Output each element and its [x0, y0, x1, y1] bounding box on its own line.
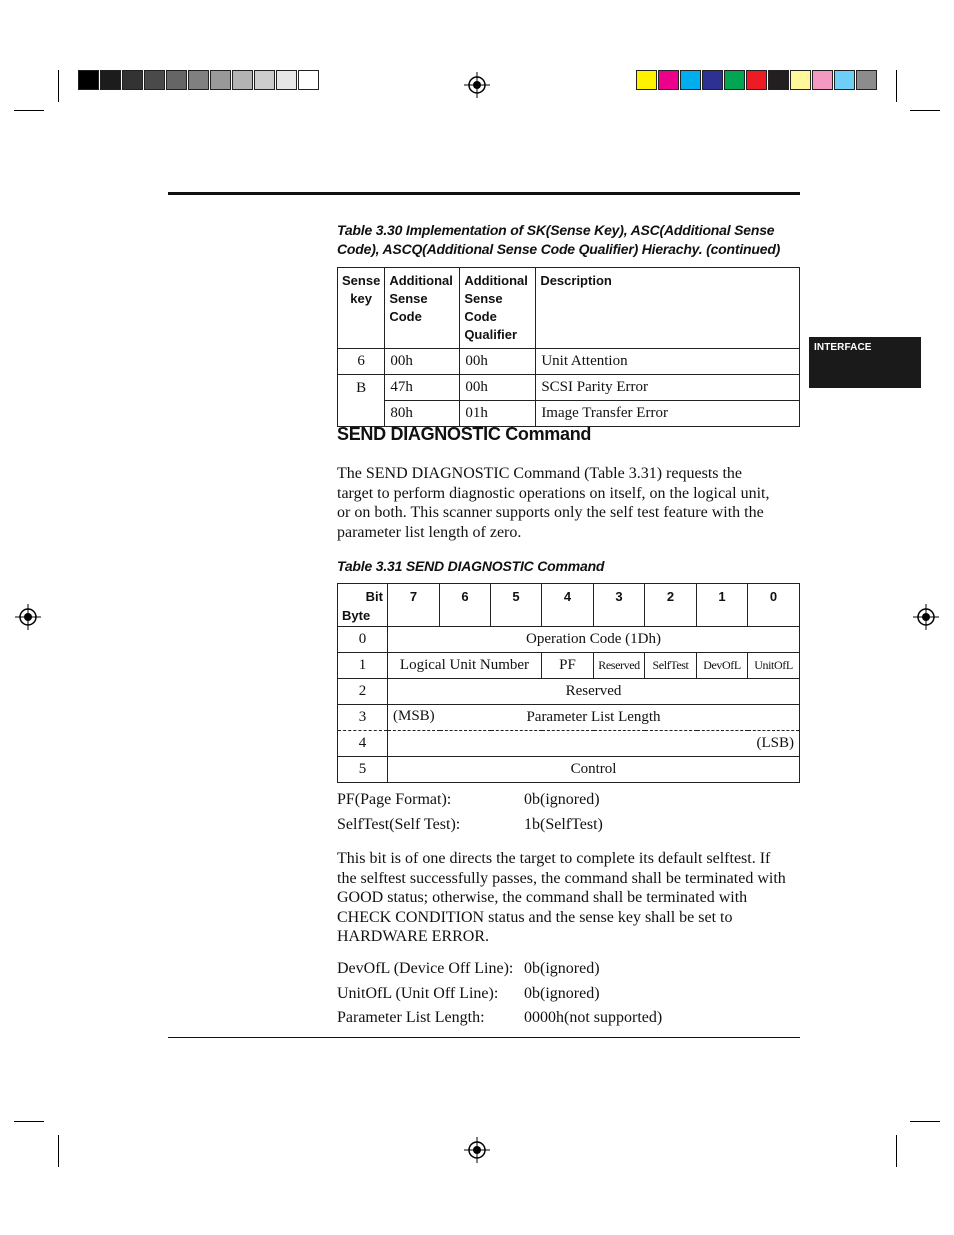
table-row: B 47h 00h SCSI Parity Error — [338, 375, 800, 401]
color-swatch — [122, 70, 143, 90]
color-swatch — [144, 70, 165, 90]
table-row: 2 Reserved — [338, 679, 800, 705]
color-swatch — [834, 70, 855, 90]
color-swatch — [636, 70, 657, 90]
table-row: 5 Control — [338, 757, 800, 783]
table-331: Bit Byte 7 6 5 4 3 2 1 0 0 Operation Code (1Dh) 1 Logical Unit Number PF Reserved SelfTest DevOfL UnitOfL 2 Reserved 3 (MSB) Parameter List Length 4 (LSB) 5 Control — [337, 583, 800, 783]
header-ascq: Additional Sense Code Qualifier — [460, 268, 536, 349]
bit-byte-header: Bit Byte — [338, 584, 388, 627]
crop-mark — [14, 110, 44, 111]
footer-rule — [168, 1037, 800, 1038]
field-list: DevOfL (Device Off Line): 0b(ignored) UnitOfL (Unit Off Line): 0b(ignored) Parameter List Length: 0000h(not supported) — [337, 960, 663, 1026]
registration-mark-icon — [913, 604, 939, 630]
intro-paragraph: The SEND DIAGNOSTIC Command (Table 3.31) requests the target to perform diagnostic operations on itself, on the logical unit, or on both. This scanner supports only the self test feature with the parameter list length of zero. — [337, 465, 770, 541]
field-list: PF(Page Format): 0b(ignored) SelfTest(Self Test): 1b(SelfTest) — [337, 791, 603, 833]
color-swatch — [680, 70, 701, 90]
color-swatch — [100, 70, 121, 90]
color-swatch — [276, 70, 297, 90]
registration-mark-icon — [464, 1137, 490, 1163]
color-swatch — [166, 70, 187, 90]
gray-color-bar — [78, 70, 320, 90]
color-swatch — [702, 70, 723, 90]
registration-mark-icon — [464, 72, 490, 98]
table-row: 4 (LSB) — [338, 731, 800, 757]
color-swatch — [790, 70, 811, 90]
color-swatch — [746, 70, 767, 90]
crop-mark — [14, 1121, 44, 1122]
table-row: 3 (MSB) Parameter List Length — [338, 705, 800, 731]
color-swatch — [298, 70, 319, 90]
registration-mark-icon — [15, 604, 41, 630]
table-330-caption: Table 3.30 Implementation of SK(Sense Key), ASC(Additional Sense Code), ASCQ(Additional Sense Code Qualifier) Hierachy. (continued) — [337, 222, 781, 257]
section-heading: SEND DIAGNOSTIC Command — [337, 424, 592, 444]
header-asc: Additional Sense Code — [385, 268, 460, 349]
crop-mark — [58, 1135, 59, 1167]
side-tab — [809, 337, 921, 388]
color-swatch — [856, 70, 877, 90]
table-row: 80h 01h Image Transfer Error — [338, 401, 800, 427]
table-330 — [337, 267, 800, 427]
color-swatch — [812, 70, 833, 90]
color-swatch — [658, 70, 679, 90]
header-sense-key: Sense key — [338, 268, 385, 349]
crop-mark — [910, 1121, 940, 1122]
color-swatch — [254, 70, 275, 90]
header-description: Description — [536, 268, 800, 349]
color-swatch — [232, 70, 253, 90]
selftest-paragraph: This bit is of one directs the target to complete its default selftest. If the selftest successfully passes, the command shall be terminated with GOOD status; otherwise, the command shall be terminated with CHECK CONDITION status and the sense key shall be set to HARDWARE ERROR. — [337, 850, 786, 946]
color-swatch — [724, 70, 745, 90]
table-331-caption: Table 3.31 SEND DIAGNOSTIC Command — [337, 558, 605, 574]
color-swatch — [768, 70, 789, 90]
table-row: 0 Operation Code (1Dh) — [338, 627, 800, 653]
crop-mark — [896, 1135, 897, 1167]
crop-mark — [910, 110, 940, 111]
color-bar — [636, 70, 878, 90]
crop-mark — [896, 70, 897, 102]
color-swatch — [188, 70, 209, 90]
table-row: 1 Logical Unit Number PF Reserved SelfTest DevOfL UnitOfL — [338, 653, 800, 679]
table-row: 6 00h 00h Unit Attention — [338, 349, 800, 375]
header-rule — [168, 192, 800, 195]
color-swatch — [78, 70, 99, 90]
crop-mark — [58, 70, 59, 102]
color-swatch — [210, 70, 231, 90]
side-tab-label: INTERFACE — [814, 342, 872, 353]
